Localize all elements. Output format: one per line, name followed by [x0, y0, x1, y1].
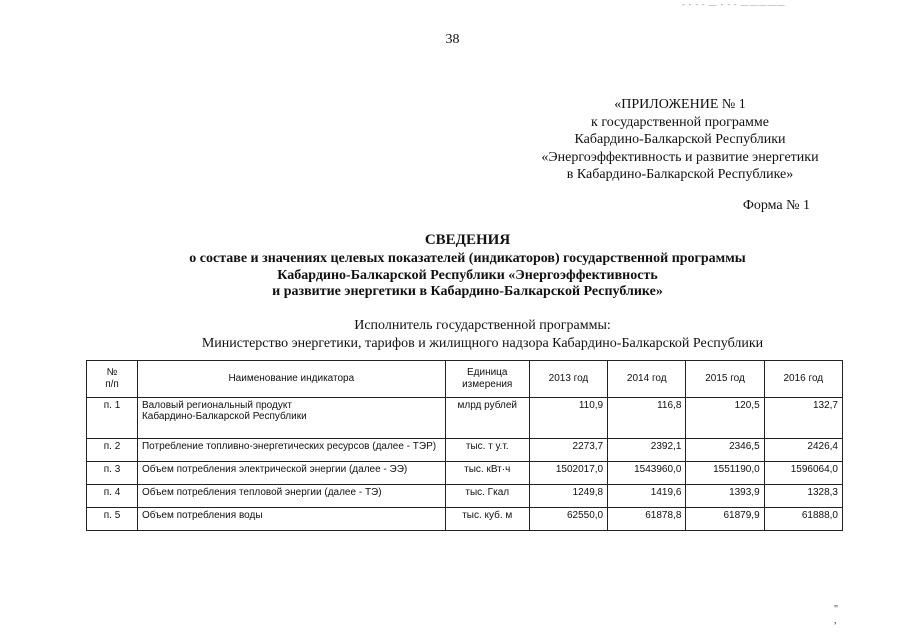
table-row [87, 439, 843, 462]
document-title: СВЕДЕНИЯ [424, 232, 511, 248]
appendix-line: «Энергоэффективность и развитие энергетики [541, 149, 819, 165]
row-indicator-name-line: Кабардино-Балкарской Республики [141, 411, 307, 422]
row-indicator-name: Объем потребления воды [137, 508, 445, 531]
header-year-2014: 2014 год [608, 361, 686, 398]
appendix-line: «ПРИЛОЖЕНИЕ № 1 [614, 97, 746, 112]
row-unit: тыс. кВт·ч [445, 462, 529, 485]
row-value-2015: 120,5 [686, 398, 764, 439]
row-value-2016: 2426,4 [764, 439, 842, 462]
header-number [87, 361, 138, 398]
header-year-2013: 2013 год [529, 361, 607, 398]
table-row [87, 485, 843, 508]
row-indicator-name [137, 398, 445, 439]
row-number: п. 5 [87, 508, 138, 531]
row-value-2015: 2346,5 [686, 439, 764, 462]
scan-corner-marks: " , [834, 604, 861, 626]
row-value-2016: 132,7 [764, 398, 842, 439]
indicators-table [86, 360, 843, 531]
row-value-2013: 110,9 [529, 398, 607, 439]
appendix-line: Кабардино-Балкарской Республики [574, 132, 786, 147]
row-unit: тыс. Гкал [445, 485, 529, 508]
row-indicator-name-line: Валовый региональный продукт [141, 400, 292, 411]
executor-name: Министерство энергетики, тарифов и жилищного надзора Кабардино-Балкарской Республики [201, 336, 764, 351]
row-value-2014: 2392,1 [608, 439, 686, 462]
row-number: п. 3 [87, 462, 138, 485]
appendix-line: в Кабардино-Балкарской Республике» [566, 167, 794, 182]
row-value-2015: 1393,9 [686, 485, 764, 508]
appendix-header [520, 96, 840, 184]
row-number: п. 4 [87, 485, 138, 508]
executor-label: Исполнитель государственной программы: [354, 318, 611, 333]
row-number: п. 1 [87, 398, 138, 439]
row-value-2013: 1249,8 [529, 485, 607, 508]
page-number: 38 [445, 32, 460, 47]
row-indicator-name: Потребление топливно-энергетических ресурсов (далее - ТЭР) [137, 439, 445, 462]
appendix-line: к государственной программе [591, 114, 769, 130]
row-value-2014: 116,8 [608, 398, 686, 439]
header-number-line: п/п [105, 379, 119, 390]
row-value-2013: 2273,7 [529, 439, 607, 462]
subtitle-line: Кабардино-Балкарской Республики «Энергоэффективность [277, 267, 658, 283]
row-value-2014: 61878,8 [608, 508, 686, 531]
header-unit-line: измерения [462, 379, 513, 390]
header-number-line: № [106, 367, 118, 378]
subtitle-line: о составе и значениях целевых показателей (индикаторов) государственной программы [189, 251, 746, 266]
table-row [87, 398, 843, 439]
row-value-2015: 61879,9 [686, 508, 764, 531]
row-value-2016: 1596064,0 [764, 462, 842, 485]
form-number: Форма № 1 [742, 198, 810, 213]
row-value-2016: 61888,0 [764, 508, 842, 531]
header-unit-line: Единица [466, 367, 508, 378]
row-unit: тыс. куб. м [445, 508, 529, 531]
row-value-2013: 1502017,0 [529, 462, 607, 485]
row-value-2016: 1328,3 [764, 485, 842, 508]
row-indicator-name: Объем потребления тепловой энергии (далее - ТЭ) [137, 485, 445, 508]
header-unit [445, 361, 529, 398]
table-row [87, 462, 843, 485]
row-number: п. 2 [87, 439, 138, 462]
row-value-2015: 1551190,0 [686, 462, 764, 485]
document-subtitle [150, 251, 785, 301]
row-value-2013: 62550,0 [529, 508, 607, 531]
row-indicator-name: Объем потребления электрической энергии (далее - ЭЭ) [137, 462, 445, 485]
header-year-2016: 2016 год [764, 361, 842, 398]
row-value-2014: 1543960,0 [608, 462, 686, 485]
row-value-2014: 1419,6 [608, 485, 686, 508]
header-indicator-name: Наименование индикатора [137, 361, 445, 398]
row-unit: млрд рублей [445, 398, 529, 439]
row-unit: тыс. т у.т. [445, 439, 529, 462]
header-year-2015: 2015 год [686, 361, 764, 398]
scan-edge-marks: - - - - — - - - ————— [682, 0, 786, 9]
subtitle-line: и развитие энергетики в Кабардино-Балкарской Республике» [272, 284, 663, 299]
table-header-row [87, 361, 843, 398]
table-row [87, 508, 843, 531]
